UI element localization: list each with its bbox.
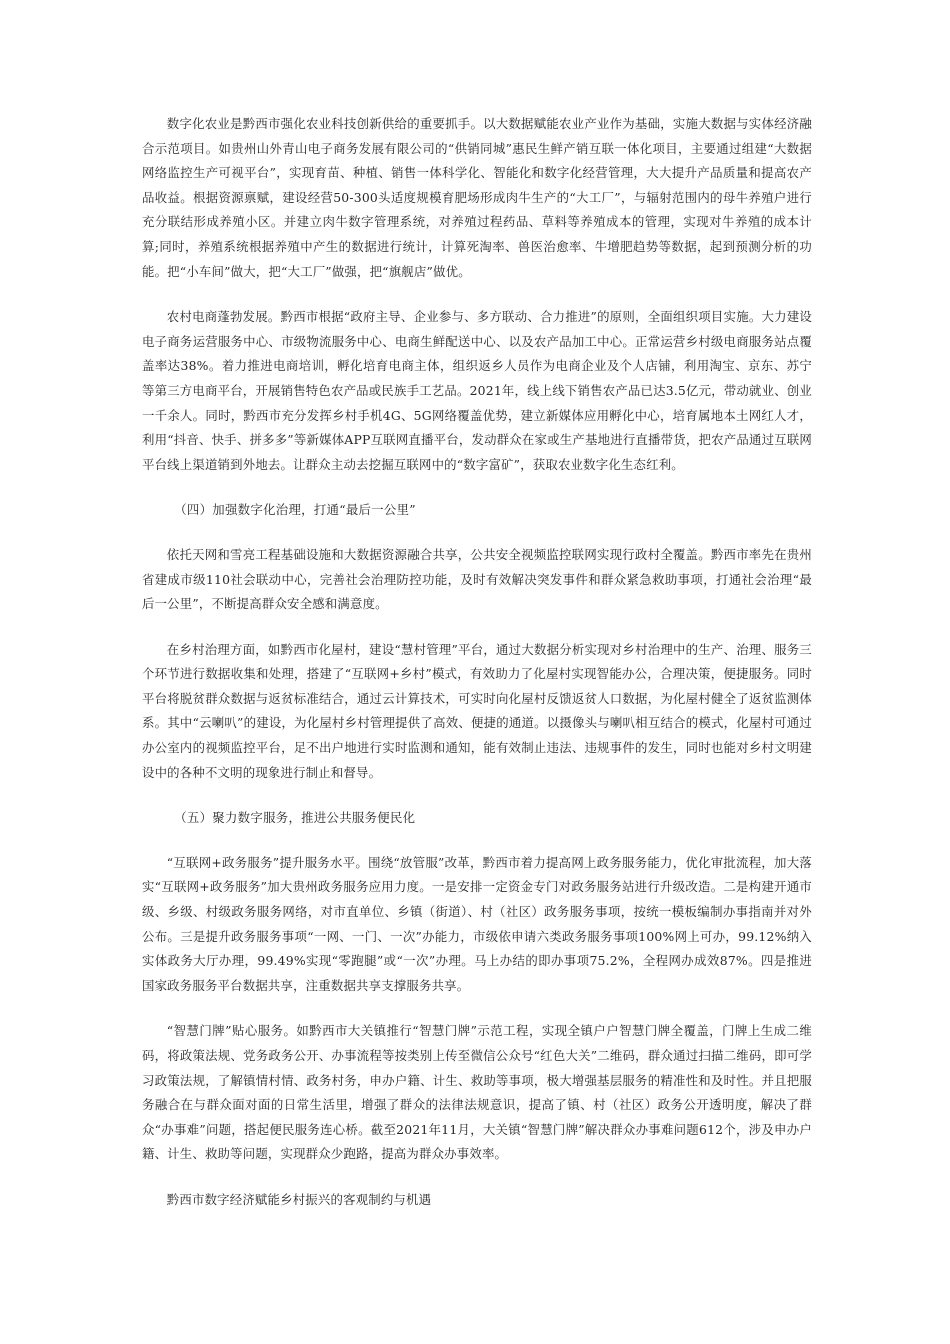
paragraph-public-safety: 依托天网和雪亮工程基础设施和大数据资源融合共享，公共安全视频监控联网实现行政村全覆盖。黔西市率先在贵州省建成市级110社会联动中心，完善社会治理防控功能，及时有效解决突发事件和群众紧急救助事项，打通社会治理“最后一公里”，不断提高群众安全感和满意度。 xyxy=(142,546,812,612)
paragraph-internet-government-services: “互联网+政务服务”提升服务水平。围绕“放管服”改革，黔西市着力提高网上政务服务能力，优化审批流程，加大落实“互联网+政务服务”加大贵州政务服务应用力度。一是安排一定资金专门对政务服务站进行升级改造。二是构建开通市级、乡级、村级政务服务网络，对市直单位、乡镇（街道）、村（社区）政务服务事项，按统一模板编制办事指南并对外公布。三是提升政务服务事项“一网、一门、一次”办能力，市级依申请六类政务服务事项100%网上可办，99.12%纳入实体政务大厅办理，99.49%实现“零跑腿”或“一次”办理。马上办结的即办事项75.2%，全程网办成效87%。四是推进国家政务服务平台数据共享，注重数据共享支撑服务共享。 xyxy=(142,854,812,993)
paragraph-closing-title: 黔西市数字经济赋能乡村振兴的客观制约与机遇 xyxy=(166,1191,432,1207)
section-heading-digital-services: （五）聚力数字服务，推进公共服务便民化 xyxy=(174,810,416,826)
paragraph-smart-doorplate: “智慧门牌”贴心服务。如黔西市大关镇推行“智慧门牌”示范工程，实现全镇户户智慧门牌全覆盖，门牌上生成二维码，将政策法规、党务政务公开、办事流程等按类别上传至微信公众号“红色大关”二维码，群众通过扫描二维码，即可学习政策法规，了解镇情村情、政务村务，申办户籍、计生、救助等事项，极大增强基层服务的精准性和及时性。并且把服务融合在与群众面对面的日常生活里，增强了群众的法律法规意识，提高了镇、村（社区）政务公开透明度，解决了群众“办事难”问题，搭起便民服务连心桥。截至2021年11月，大关镇“智慧门牌”解决群众办事难问题612个，涉及申办户籍、计生、救助等问题，实现群众少跑路，提高为群众办事效率。 xyxy=(142,1023,812,1162)
paragraph-digital-agriculture: 数字化农业是黔西市强化农业科技创新供给的重要抓手。以大数据赋能农业产业作为基础，实施大数据与实体经济融合示范项目。如贵州山外青山电子商务发展有限公司的“供销同城”惠民生鲜产销互联一体化项目，主要通过组建“大数据网络监控生产可视平台”，实现育苗、种植、销售一体科学化、智能化和数字化经营管理，大大提升产品质量和提高农产品收益。根据资源禀赋，建设经营50-300头适度规模育肥场形成肉牛生产的“大工厂”，与辐射范围内的母牛养殖户进行充分联结形成养殖小区。并建立肉牛数字管理系统，对养殖过程药品、草料等养殖成本的管理，实现对牛养殖的成本计算;同时，养殖系统根据养殖中产生的数据进行统计，计算死淘率、兽医治愈率、牛增肥趋势等数据，起到预测分析的功能。把“小车间”做大，把“大工厂”做强，把“旗舰店”做优。 xyxy=(142,116,812,279)
paragraph-rural-ecommerce: 农村电商蓬勃发展。黔西市根据“政府主导、企业参与、多方联动、合力推进”的原则，全面组织项目实施。大力建设电子商务运营服务中心、市级物流服务中心、电商生鲜配送中心、以及农产品加工中心。正常运营乡村级电商服务站点覆盖率达38%。着力推进电商培训，孵化培育电商主体，组织返乡人员作为电商企业及个人店铺，利用淘宝、京东、苏宁等第三方电商平台，开展销售特色农产品或民族手工艺品。2021年，线上线下销售农产品已达3.5亿元，带动就业、创业一千余人。同时，黔西市充分发挥乡村手机4G、5G网络覆盖优势，建立新媒体应用孵化中心，培育属地本土网红人才，利用“抖音、快手、拼多多”等新媒体APP互联网直播平台，发动群众在家或生产基地进行直播带货，把农产品通过互联网平台线上渠道销到外地去。让群众主动去挖掘互联网中的“数字富矿”，获取农业数字化生态红利。 xyxy=(142,309,812,472)
section-heading-digital-governance: （四）加强数字化治理，打通“最后一公里” xyxy=(174,502,416,518)
paragraph-village-governance: 在乡村治理方面，如黔西市化屋村，建设“慧村管理”平台，通过大数据分析实现对乡村治理中的生产、治理、服务三个环节进行数据收集和处理，搭建了“互联网+乡村”模式，有效助力了化屋村实现智能办公，合理决策，便捷服务。同时平台将脱贫群众数据与返贫标准结合，通过云计算技术，可实时向化屋村反馈返贫人口数据，为化屋村健全了返贫监测体系。其中“云喇叭”的建设，为化屋村乡村管理提供了高效、便捷的通道。以摄像头与喇叭相互结合的模式，化屋村可通过办公室内的视频监控平台，足不出户地进行实时监测和通知，能有效制止违法、违规事件的发生，同时也能对乡村文明建设中的各种不文明的现象进行制止和督导。 xyxy=(142,641,812,780)
